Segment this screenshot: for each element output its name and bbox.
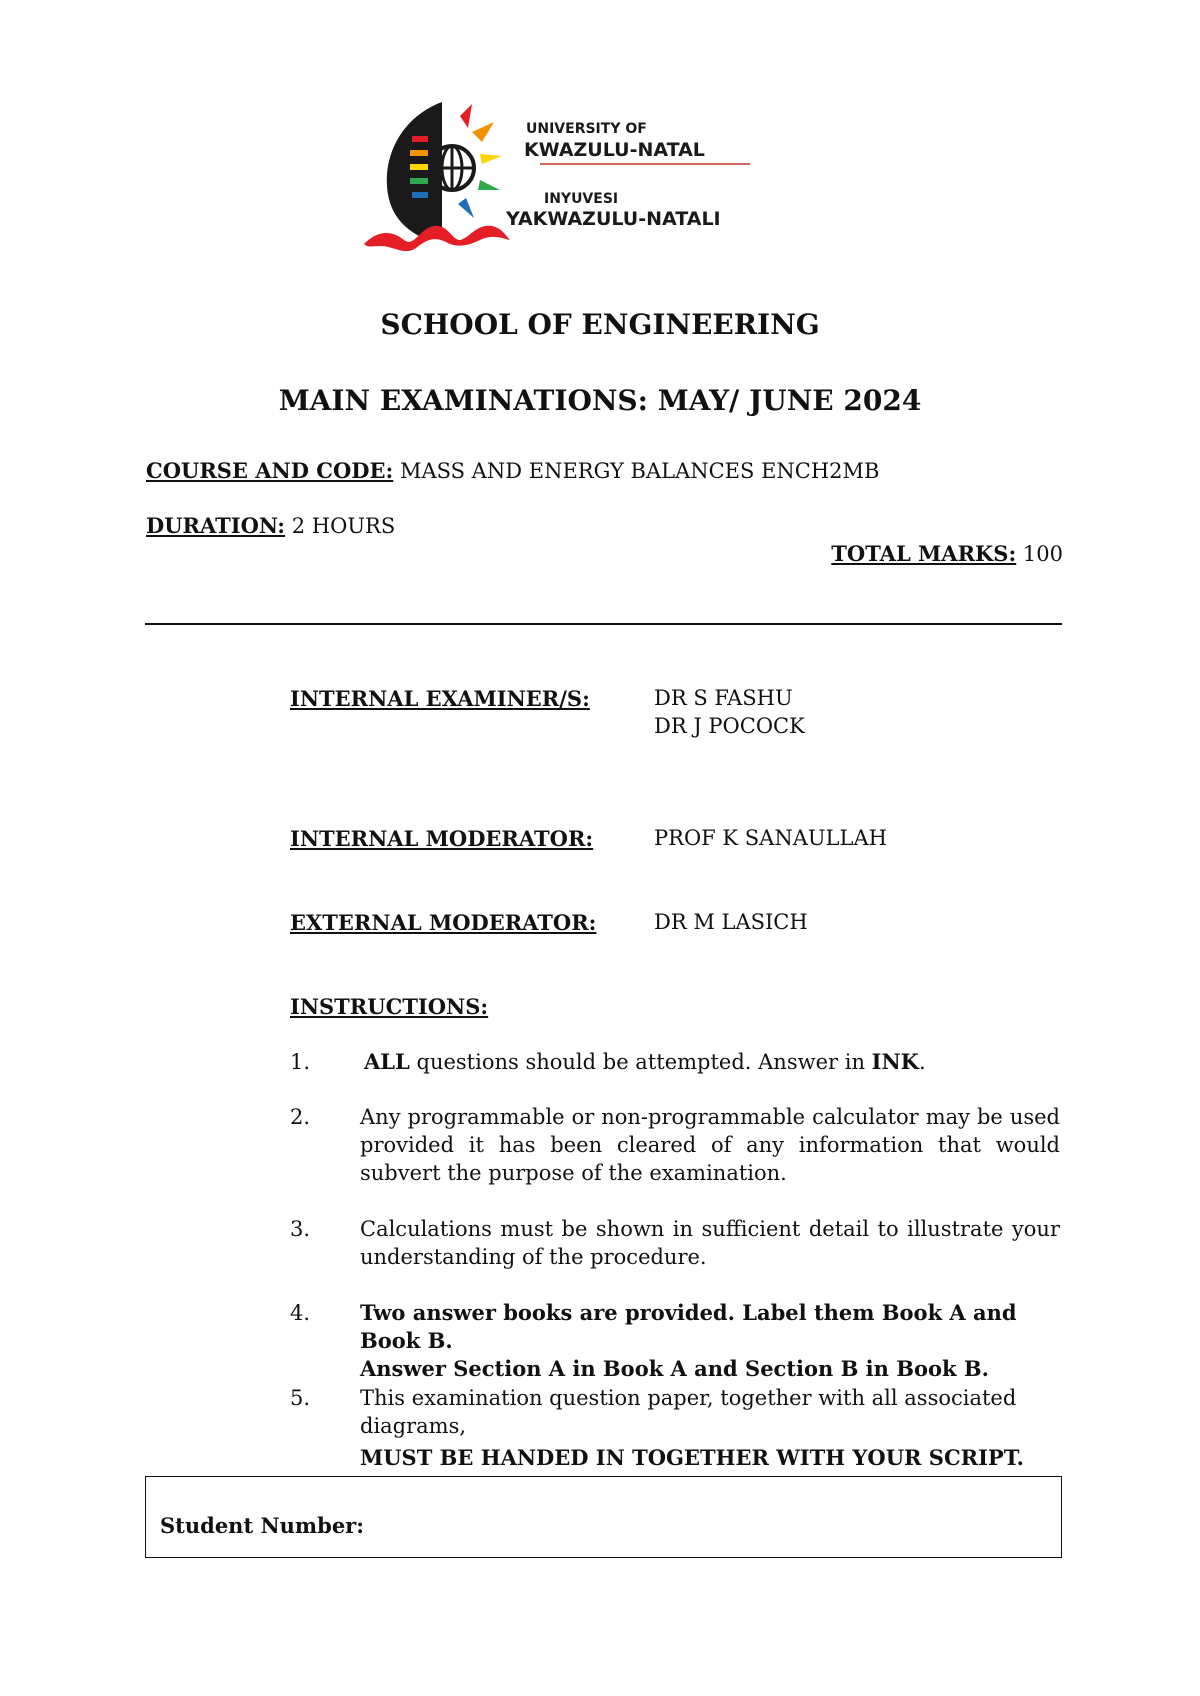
horizontal-divider (145, 623, 1062, 625)
logo-kwazulu-natal: KWAZULU-NATAL (524, 139, 705, 161)
total-marks-field (700, 541, 1063, 566)
logo-inyuvesi: INYUVESI (544, 191, 619, 207)
instruction-1 (364, 1048, 1064, 1076)
instruction-5-line-2: MUST BE HANDED IN TOGETHER WITH YOUR SCRIPT. (360, 1445, 1024, 1470)
instruction-number: 5. (290, 1386, 311, 1410)
duration-value: 2 HOURS (291, 514, 396, 538)
school-heading: SCHOOL OF ENGINEERING (380, 308, 820, 341)
instruction-1-text: questions should be attempted. Answer in (409, 1050, 872, 1074)
internal-examiners-label: INTERNAL EXAMINER/S: (290, 686, 590, 711)
logo-yakwazulu-natali: YAKWAZULU-NATALI (506, 208, 721, 230)
instruction-4-line-1: Two answer books are provided. Label them Book A and Book B. (360, 1300, 1017, 1353)
exam-heading: MAIN EXAMINATIONS: MAY/ JUNE 2024 (278, 384, 922, 417)
student-number-label: Student Number: (160, 1513, 365, 1538)
instruction-4-line-2: Answer Section A in Book A and Section B in Book B. (360, 1356, 989, 1381)
instruction-number: 2. (290, 1105, 311, 1129)
course-value: MASS AND ENERGY BALANCES ENCH2MB (399, 459, 880, 483)
duration-label: DURATION: (146, 513, 286, 538)
instruction-number: 3. (290, 1217, 311, 1241)
university-logo (360, 98, 750, 268)
instruction-1-ink: INK (871, 1049, 919, 1074)
instruction-5 (360, 1384, 1060, 1472)
total-marks-value: 100 (1022, 542, 1063, 566)
internal-moderator-label: INTERNAL MODERATOR: (290, 826, 594, 851)
total-marks-label: TOTAL MARKS: (831, 541, 1017, 566)
external-moderator-label: EXTERNAL MODERATOR: (290, 910, 597, 935)
external-moderator-value: DR M LASICH (654, 910, 808, 934)
instruction-4 (360, 1299, 1060, 1383)
instruction-number: 4. (290, 1301, 311, 1325)
instruction-5-line-1: This examination question paper, together with all associated diagrams, (360, 1386, 1017, 1438)
internal-moderator-value: PROF K SANAULLAH (654, 826, 887, 850)
student-number-box[interactable] (145, 1476, 1062, 1558)
instructions-title: INSTRUCTIONS: (290, 994, 489, 1019)
instruction-number: 1. (290, 1050, 311, 1074)
internal-examiner-2: DR J POCOCK (654, 714, 805, 738)
duration-field (146, 513, 395, 538)
course-label: COURSE AND CODE: (146, 458, 394, 483)
course-field (146, 458, 879, 483)
instruction-1-all: ALL (364, 1049, 410, 1074)
instruction-2: Any programmable or non-programmable calculator may be used provided it has been cleared of any information that would subvert the purpose of the examination. (360, 1105, 1060, 1185)
logo-university-of: UNIVERSITY OF (526, 121, 647, 137)
instruction-1-end: . (918, 1050, 926, 1074)
instruction-3: Calculations must be shown in sufficient detail to illustrate your understanding of the procedure. (360, 1217, 1060, 1269)
internal-examiner-1: DR S FASHU (654, 686, 793, 710)
